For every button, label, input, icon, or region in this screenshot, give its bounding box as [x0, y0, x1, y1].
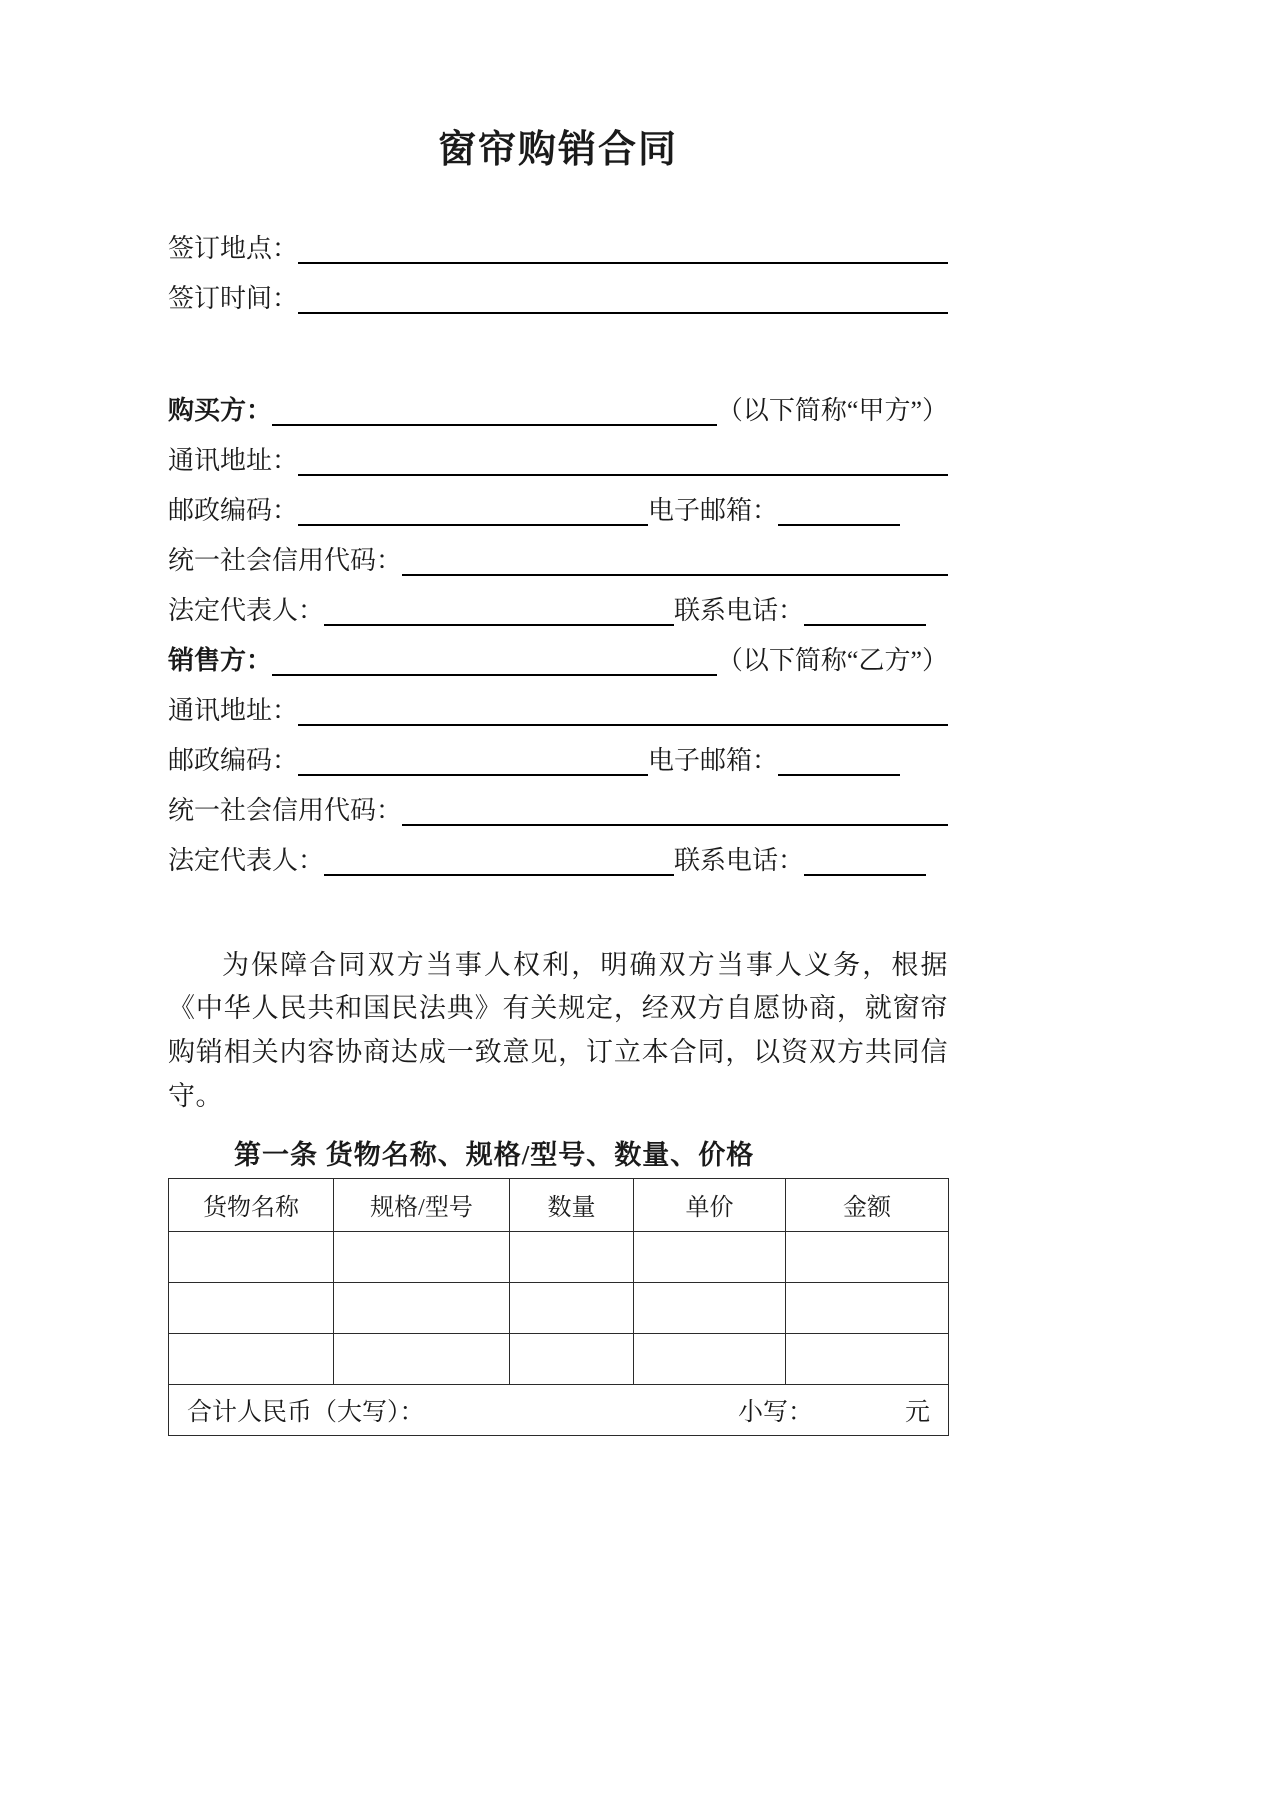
buyer-address-label: 通讯地址： [168, 445, 299, 475]
table-total-row [169, 1384, 949, 1435]
cell-quantity[interactable] [510, 1231, 634, 1282]
seller-party-label: 销售方： [168, 645, 273, 675]
cell-spec-model[interactable] [334, 1231, 510, 1282]
cell-goods-name[interactable] [169, 1231, 334, 1282]
field-row-buyer-legal-rep [168, 595, 948, 626]
buyer-postcode-label: 邮政编码： [168, 495, 299, 525]
preamble-paragraph: 为保障合同双方当事人权利，明确双方当事人义务，根据《中华人民共和国民法典》有关规定，经双方自愿协商，就窗帘购销相关内容协商达成一致意见，订立本合同，以资双方共同信守。 [168, 949, 948, 1111]
seller-legal-rep-input[interactable] [324, 848, 674, 876]
buyer-email-input[interactable] [778, 498, 900, 526]
buyer-phone-input[interactable] [804, 598, 926, 626]
article-one-heading: 第一条 货物名称、规格/型号、数量、价格 [234, 1139, 755, 1170]
col-header-spec-model: 规格/型号 [334, 1178, 510, 1231]
table-row [169, 1231, 949, 1282]
page-title: 窗帘购销合同 [437, 129, 678, 171]
buyer-legal-rep-label: 法定代表人： [168, 595, 325, 625]
buyer-party-label: 购买方： [168, 395, 273, 425]
signing-place-label: 签订地点： [168, 233, 299, 263]
spacer [168, 174, 948, 236]
seller-credit-code-label: 统一社会信用代码： [168, 795, 403, 825]
seller-legal-rep-label: 法定代表人： [168, 845, 325, 875]
cell-goods-name[interactable] [169, 1282, 334, 1333]
field-row-buyer-name [168, 395, 948, 426]
contract-sheet [168, 0, 948, 1436]
field-row-signing-time [168, 283, 948, 314]
buyer-phone-label: 联系电话： [674, 595, 805, 625]
seller-phone-label: 联系电话： [674, 845, 805, 875]
total-currency-unit: 元 [904, 1398, 930, 1426]
seller-address-input[interactable] [298, 698, 948, 726]
spacer [168, 336, 948, 398]
cell-amount[interactable] [786, 1231, 949, 1282]
seller-name-input[interactable] [272, 648, 717, 676]
seller-address-label: 通讯地址： [168, 695, 299, 725]
col-header-amount: 金额 [786, 1178, 949, 1231]
col-header-quantity: 数量 [510, 1178, 634, 1231]
field-row-seller-postcode-email [168, 745, 948, 776]
field-row-seller-address [168, 695, 948, 726]
cell-quantity[interactable] [510, 1333, 634, 1384]
cell-unit-price[interactable] [634, 1282, 786, 1333]
cell-quantity[interactable] [510, 1282, 634, 1333]
table-row [169, 1282, 949, 1333]
buyer-legal-rep-input[interactable] [324, 598, 674, 626]
table-header-row [169, 1178, 949, 1231]
cell-amount[interactable] [786, 1333, 949, 1384]
table-row [169, 1333, 949, 1384]
seller-phone-input[interactable] [804, 848, 926, 876]
buyer-block [168, 395, 948, 626]
seller-party-suffix: （以下简称“乙方”） [716, 645, 948, 675]
spacer [168, 898, 948, 944]
cell-spec-model[interactable] [334, 1282, 510, 1333]
cell-unit-price[interactable] [634, 1333, 786, 1384]
seller-email-input[interactable] [778, 748, 900, 776]
total-amount-words-label: 合计人民币（大写）： [187, 1398, 425, 1426]
total-cell[interactable] [169, 1384, 949, 1435]
seller-postcode-label: 邮政编码： [168, 745, 299, 775]
field-row-seller-legal-rep [168, 845, 948, 876]
buyer-party-suffix: （以下简称“甲方”） [716, 395, 948, 425]
buyer-name-input[interactable] [272, 398, 717, 426]
buyer-email-label: 电子邮箱： [648, 495, 779, 525]
seller-postcode-input[interactable] [298, 748, 648, 776]
buyer-postcode-input[interactable] [298, 498, 648, 526]
col-header-goods-name: 货物名称 [169, 1178, 334, 1231]
signing-time-label: 签订时间： [168, 283, 299, 313]
signing-time-input[interactable] [298, 286, 948, 314]
cell-amount[interactable] [786, 1282, 949, 1333]
field-row-seller-name [168, 645, 948, 676]
field-row-buyer-credit-code [168, 545, 948, 576]
seller-credit-code-input[interactable] [402, 798, 948, 826]
col-header-unit-price: 单价 [634, 1178, 786, 1231]
goods-table [168, 1178, 949, 1436]
signing-meta-block [168, 233, 948, 314]
seller-block [168, 645, 948, 876]
cell-unit-price[interactable] [634, 1231, 786, 1282]
seller-email-label: 电子邮箱： [648, 745, 779, 775]
cell-spec-model[interactable] [334, 1333, 510, 1384]
field-row-buyer-postcode-email [168, 495, 948, 526]
field-row-buyer-address [168, 445, 948, 476]
buyer-address-input[interactable] [298, 448, 948, 476]
field-row-signing-place [168, 233, 948, 264]
buyer-credit-code-input[interactable] [402, 548, 948, 576]
field-row-seller-credit-code [168, 795, 948, 826]
signing-place-input[interactable] [298, 236, 948, 264]
buyer-credit-code-label: 统一社会信用代码： [168, 545, 403, 575]
cell-goods-name[interactable] [169, 1333, 334, 1384]
total-amount-digits-label: 小写： [737, 1398, 813, 1426]
